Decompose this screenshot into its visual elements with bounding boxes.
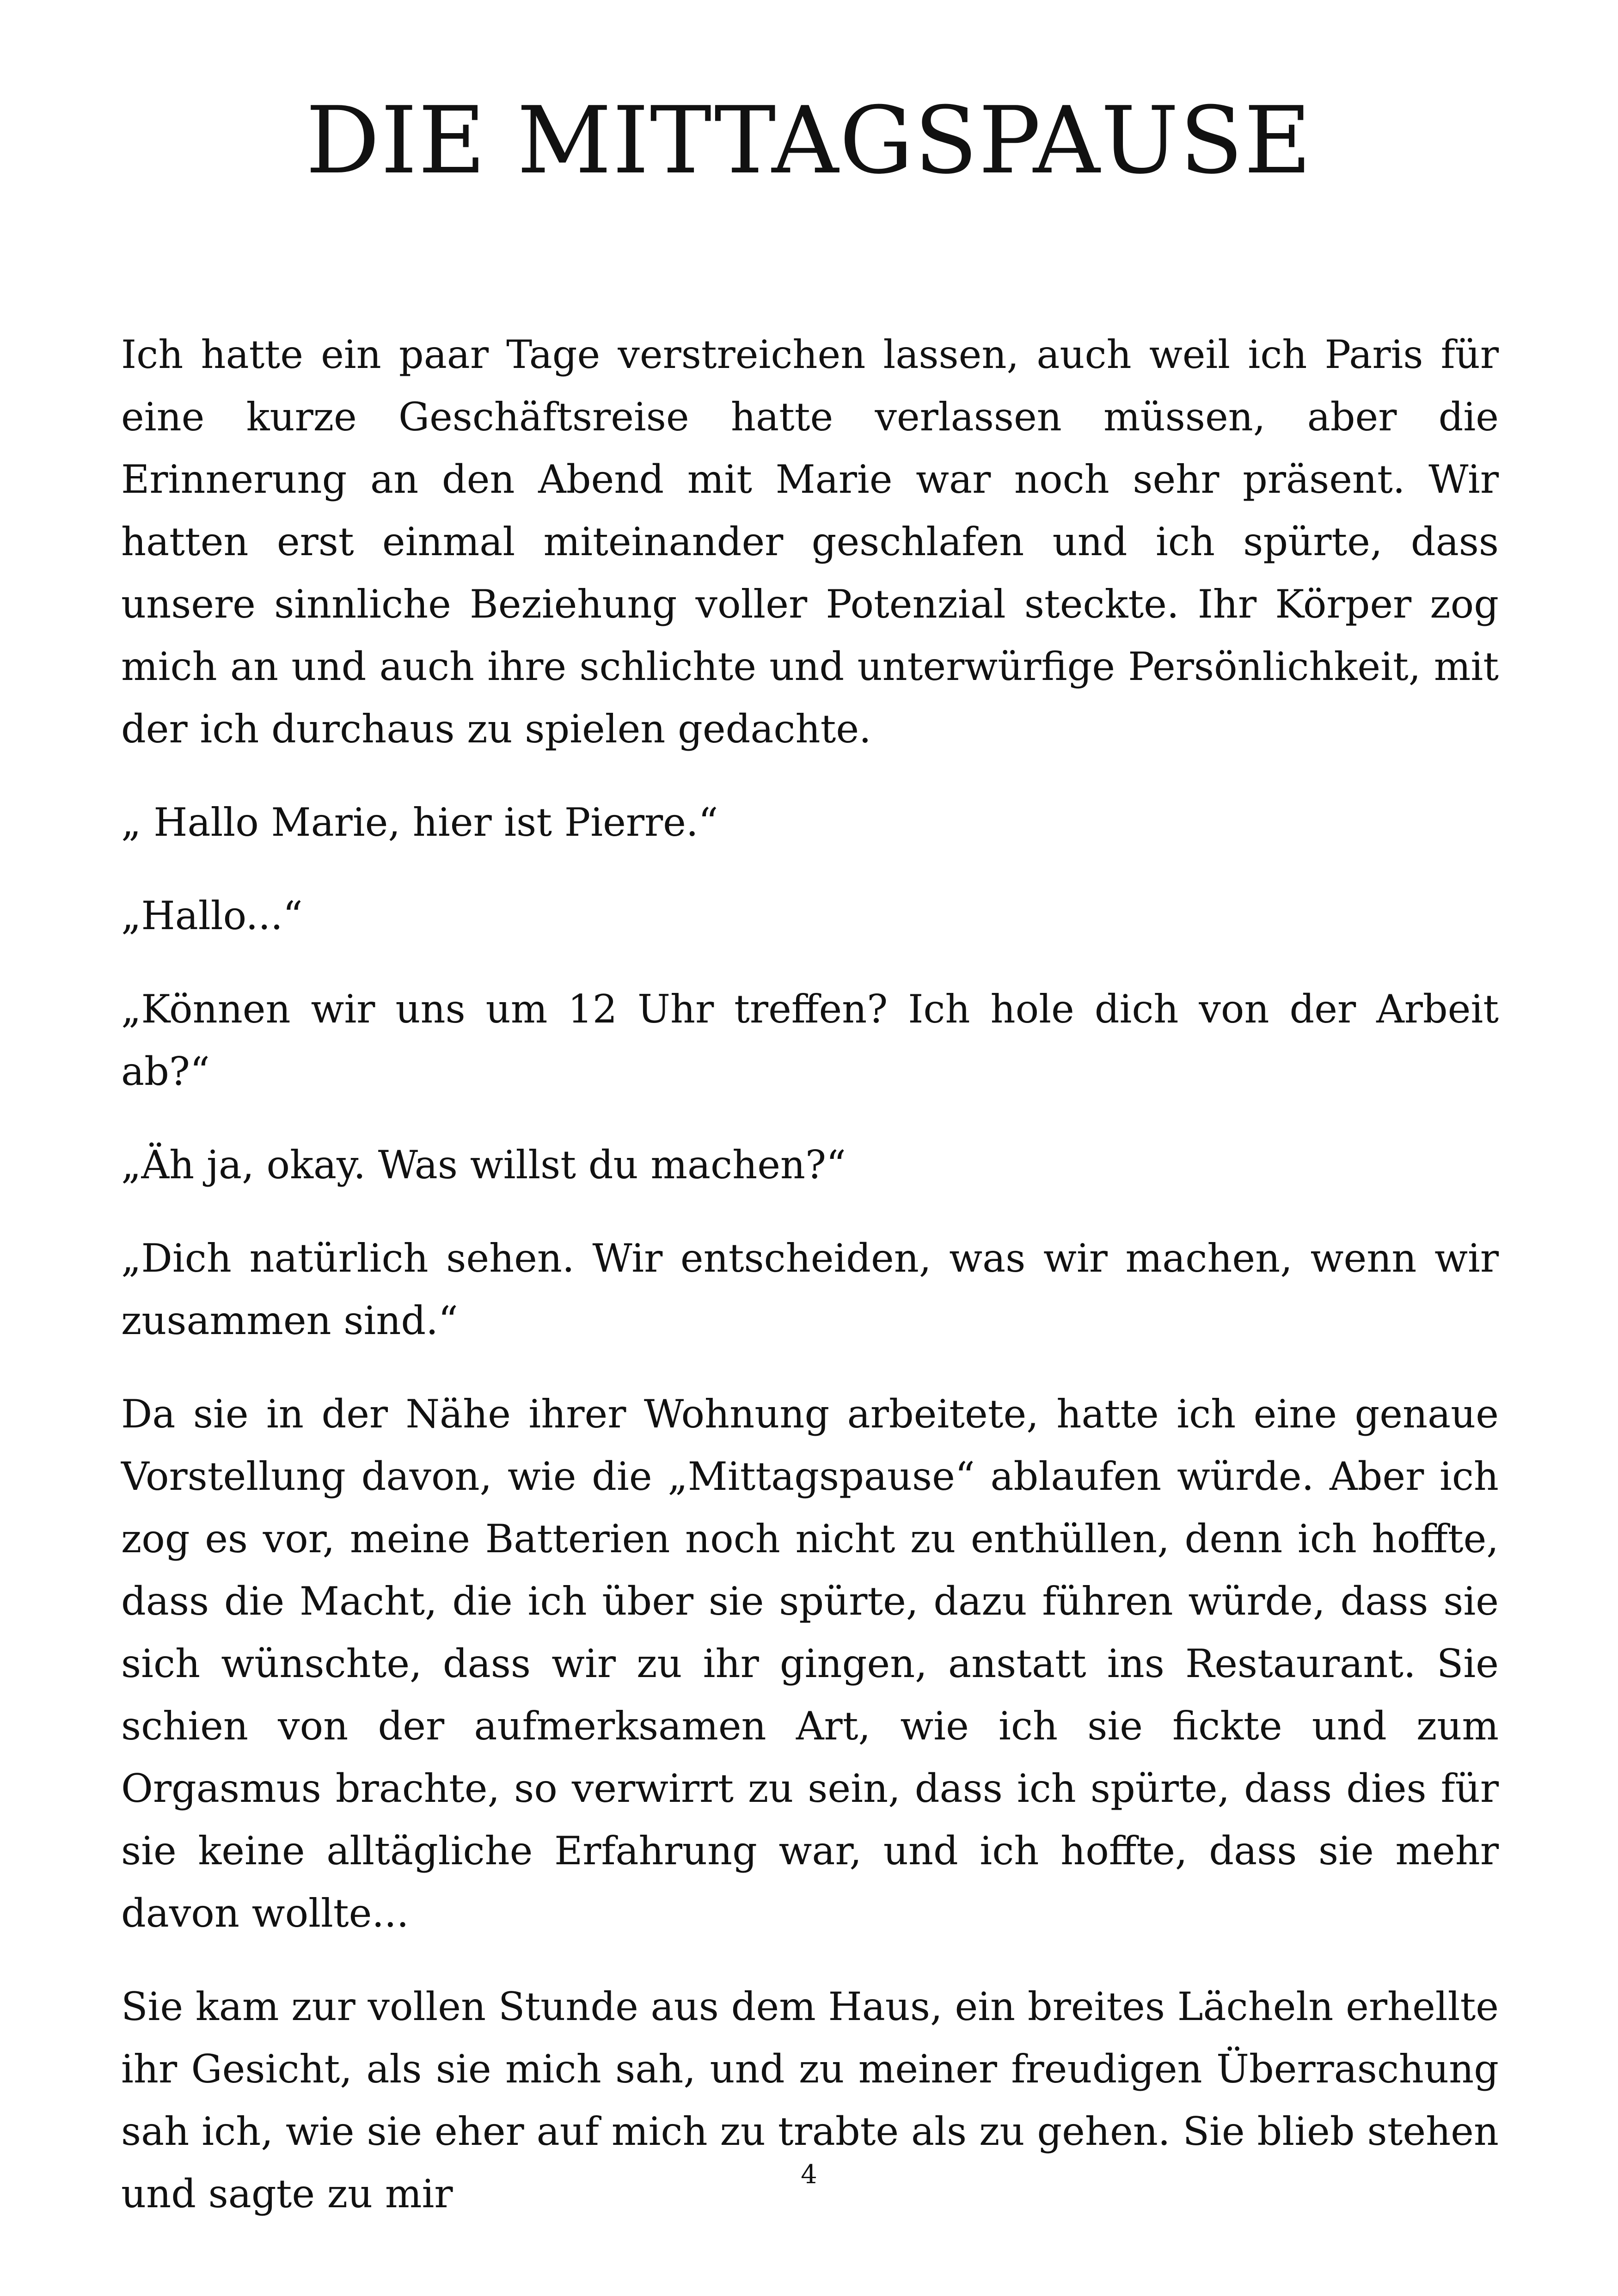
dialogue-line: „ Hallo Marie, hier ist Pierre.“ [121, 800, 718, 845]
paragraph: Ich hatte ein paar Tage verstreichen lassen, auch weil ich Paris für eine kurze Geschäftsreise hatte verlassen müssen, aber die Erinnerung an den Abend mit Marie war noch sehr präsent. Wir hatten erst einmal miteinander geschlafen und ich spürte, dass unsere sinnliche Beziehung voller Potenzial steckte. Ihr Körper zog mich an und auch ihre schlichte und unterwürfige Persönlichkeit, mit der ich durchaus zu spielen gedachte. [121, 332, 1499, 752]
page-number: 4 [801, 2160, 817, 2190]
body-text [121, 324, 1499, 2256]
paragraph: Sie kam zur vollen Stunde aus dem Haus, ein breites Lächeln erhellte ihr Gesicht, als sie mich sah, und zu meiner freudigen Überraschung sah ich, wie sie eher auf mich zu trabte als zu gehen. Sie blieb stehen und sagte zu mir [121, 1984, 1499, 2216]
chapter-title: DIE MITTAGSPAUSE [306, 87, 1312, 195]
dialogue-line: „Hallo...“ [121, 893, 303, 938]
dialogue-line: „Können wir uns um 12 Uhr treffen? Ich hole dich von der Arbeit ab?“ [121, 986, 1499, 1094]
dialogue-line: „Dich natürlich sehen. Wir entscheiden, was wir machen, wenn wir zusammen sind.“ [121, 1236, 1499, 1343]
paragraph: Da sie in der Nähe ihrer Wohnung arbeitete, hatte ich eine genaue Vorstellung davon, wie die „Mittagspause“ ablaufen würde. Aber ich zog es vor, meine Batterien noch nicht zu enthüllen, denn ich hoffte, dass die Macht, die ich über sie spürte, dazu führen würde, dass sie sich wünschte, dass wir zu ihr gingen, anstatt ins Restaurant. Sie schien von der aufmerksamen Art, wie ich sie fickte und zum Orgasmus brachte, so verwirrt zu sein, dass ich spürte, dass dies für sie keine alltägliche Erfahrung war, und ich hoffte, dass sie mehr davon wollte... [121, 1391, 1499, 1936]
dialogue-line: „Äh ja, okay. Was willst du machen?“ [121, 1142, 846, 1188]
